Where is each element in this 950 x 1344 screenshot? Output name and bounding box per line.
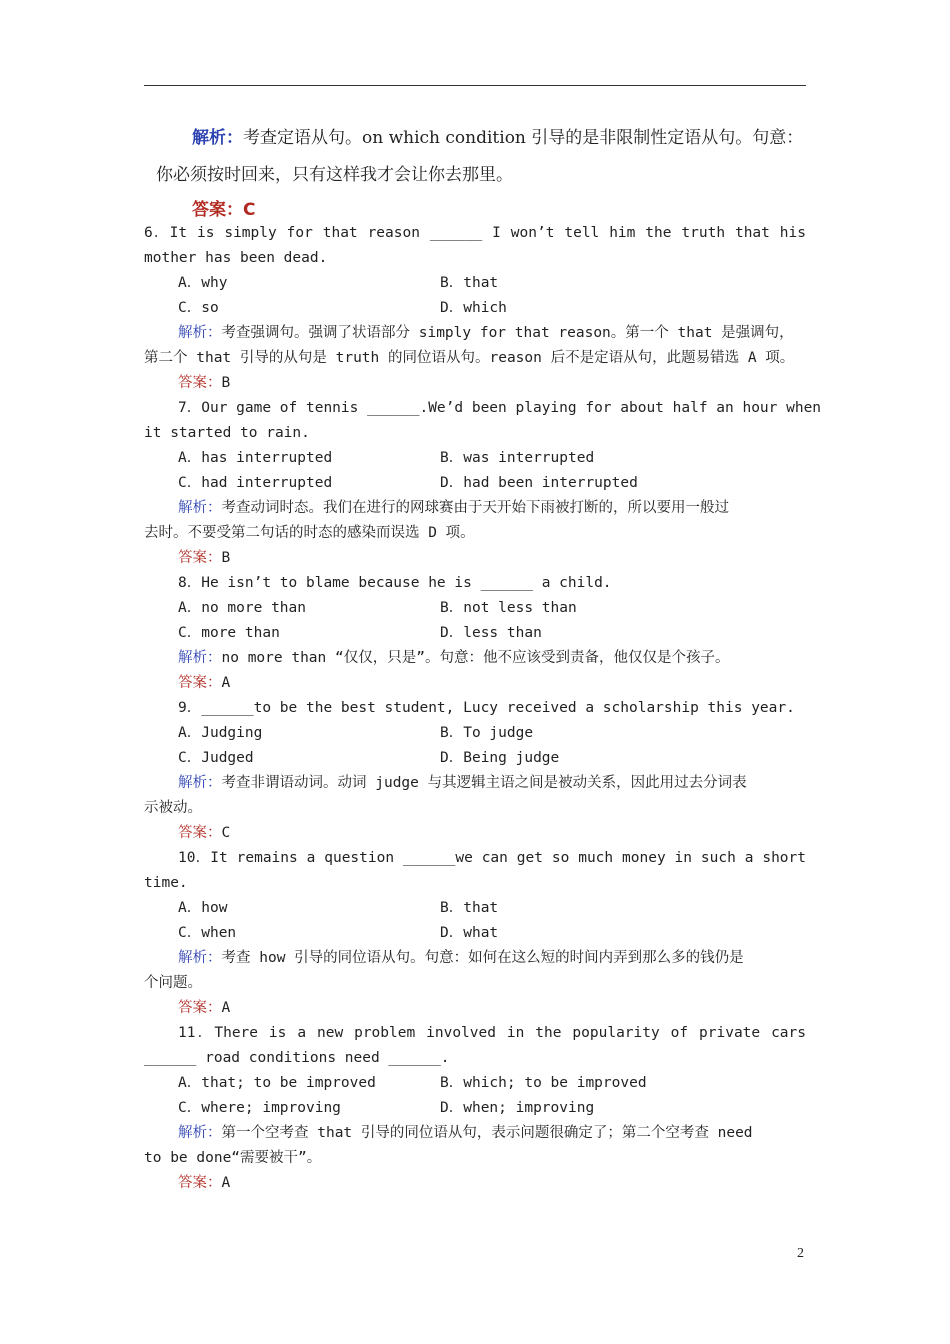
option-d: D．what (440, 925, 499, 941)
answer-value: C (221, 825, 231, 841)
answer-label: 答案： (178, 825, 222, 841)
answer-label: 答案： (178, 1000, 222, 1016)
option-b: B．which; to be improved (440, 1075, 647, 1091)
answer-value: C (243, 200, 256, 220)
question-9-line1: 9．______to be the best student, Lucy received a scholarship this year. (178, 700, 795, 716)
question-6-line1: 6．It is simply for that reason ______ I won’t tell him the truth that his (144, 225, 806, 241)
option-a: A．has interrupted (178, 450, 333, 466)
answer-value: A (221, 1000, 231, 1016)
header-rule (144, 85, 806, 86)
analysis-label: 解析： (192, 128, 243, 148)
question-6-analysis (144, 321, 806, 346)
analysis-text: 第一个空考查 that 引导的同位语从句，表示问题很确定了；第二个空考查 need (221, 1125, 753, 1141)
analysis-text: 考查动词时态。我们在进行的网球赛由于天开始下雨被打断的，所以要用一般过 (221, 500, 729, 516)
question-11-line1: 11．There is a new problem involved in the popularity of private cars (178, 1025, 806, 1041)
analysis-label: 解析： (178, 775, 222, 791)
option-d: D．when; improving (440, 1100, 595, 1116)
answer-value: B (221, 550, 231, 566)
question-6-options-row1 (144, 271, 806, 296)
option-d: D．which (440, 300, 507, 316)
question-10-analysis-continued: 个问题。 (144, 975, 202, 991)
question-11-analysis-continued: to be done“需要被干”。 (144, 1150, 322, 1166)
option-b: B．To judge (440, 725, 534, 741)
question-7-line1: 7．Our game of tennis ______.We’d been playing for about half an hour when (178, 400, 822, 416)
answer-label: 答案： (192, 200, 243, 220)
option-a: A．that; to be improved (178, 1075, 376, 1091)
analysis-label: 解析： (178, 650, 222, 666)
question-7-options-row2 (144, 471, 806, 496)
question-11-line2: ______ road conditions need ______. (144, 1050, 450, 1066)
option-a: A．why (178, 275, 228, 291)
question-6-line2: mother has been dead. (144, 250, 328, 266)
question-8-answer (144, 671, 806, 696)
question-9-answer (144, 821, 806, 846)
analysis-text: 考查定语从句。on which condition 引导的是非限制性定语从句。句意： (243, 128, 804, 148)
option-c: C．when (178, 925, 237, 941)
analysis-label: 解析： (178, 500, 222, 516)
option-a: A．how (178, 900, 228, 916)
question-11-answer (144, 1171, 806, 1196)
option-d: D．less than (440, 625, 542, 641)
question-10-analysis (144, 946, 806, 971)
question-7-analysis-continued: 去时。不要受第二句话的时态的感染而误选 D 项。 (144, 525, 475, 541)
answer-value: A (221, 1175, 231, 1191)
option-b: B．that (440, 900, 499, 916)
analysis-text: 考查强调句。强调了状语部分 simply for that reason。第一个 that 是强调句， (221, 325, 794, 341)
option-d: D．had been interrupted (440, 475, 638, 491)
option-b: B．was interrupted (440, 450, 595, 466)
option-d: D．Being judge (440, 750, 560, 766)
question-9-analysis (144, 771, 806, 796)
analysis-text-continued: 你必须按时回来，只有这样我才会让你去那里。 (156, 165, 513, 185)
question-10-line1: 10．It remains a question ______we can get so much money in such a short (178, 850, 806, 866)
analysis-label: 解析： (178, 325, 222, 341)
analysis-text: 考查 how 引导的同位语从句。句意：如何在这么短的时间内弄到那么多的钱仍是 (221, 950, 744, 966)
questions-block (144, 221, 822, 1196)
question-6-analysis-continued: 第二个 that 引导的从句是 truth 的同位语从句。reason 后不是定语从句，此题易错选 A 项。 (144, 350, 795, 366)
question-6-options-row2 (144, 296, 806, 321)
answer-value: B (221, 375, 231, 391)
answer-label: 答案： (178, 675, 222, 691)
question-10-answer (144, 996, 806, 1021)
question-9-analysis-continued: 示被动。 (144, 800, 202, 816)
analysis-label: 解析： (178, 1125, 222, 1141)
option-c: C．had interrupted (178, 475, 333, 491)
intro-analysis-block (144, 120, 824, 229)
question-8-analysis (144, 646, 806, 671)
question-7-options-row1 (144, 446, 806, 471)
option-c: C．so (178, 300, 219, 316)
question-11-options-row2 (144, 1096, 806, 1121)
question-7-line2: it started to rain. (144, 425, 310, 441)
option-b: B．not less than (440, 600, 577, 616)
intro-analysis-line (144, 120, 824, 157)
option-b: B．that (440, 275, 499, 291)
question-10-options-row1 (144, 896, 806, 921)
answer-value: A (221, 675, 231, 691)
question-9-options-row1 (144, 721, 806, 746)
question-8-options-row1 (144, 596, 806, 621)
question-6-answer (144, 371, 806, 396)
analysis-text: no more than “仅仅，只是”。句意：他不应该受到责备，他仅仅是个孩子。 (221, 650, 730, 666)
option-c: C．more than (178, 625, 280, 641)
question-8-options-row2 (144, 621, 806, 646)
question-10-options-row2 (144, 921, 806, 946)
question-11-options-row1 (144, 1071, 806, 1096)
answer-label: 答案： (178, 1175, 222, 1191)
option-a: A．Judging (178, 725, 263, 741)
question-9-options-row2 (144, 746, 806, 771)
option-c: C．Judged (178, 750, 254, 766)
question-11-analysis (144, 1121, 806, 1146)
analysis-label: 解析： (178, 950, 222, 966)
answer-label: 答案： (178, 550, 222, 566)
page-number: 2 (797, 1246, 804, 1261)
option-a: A．no more than (178, 600, 306, 616)
analysis-text: 考查非谓语动词。动词 judge 与其逻辑主语之间是被动关系，因此用过去分词表 (221, 775, 747, 791)
answer-label: 答案： (178, 375, 222, 391)
question-10-line2: time. (144, 875, 188, 891)
question-7-analysis (144, 496, 806, 521)
question-7-answer (144, 546, 806, 571)
option-c: C．where; improving (178, 1100, 341, 1116)
question-8-line1: 8．He isn’t to blame because he is ______ a child. (178, 575, 612, 591)
